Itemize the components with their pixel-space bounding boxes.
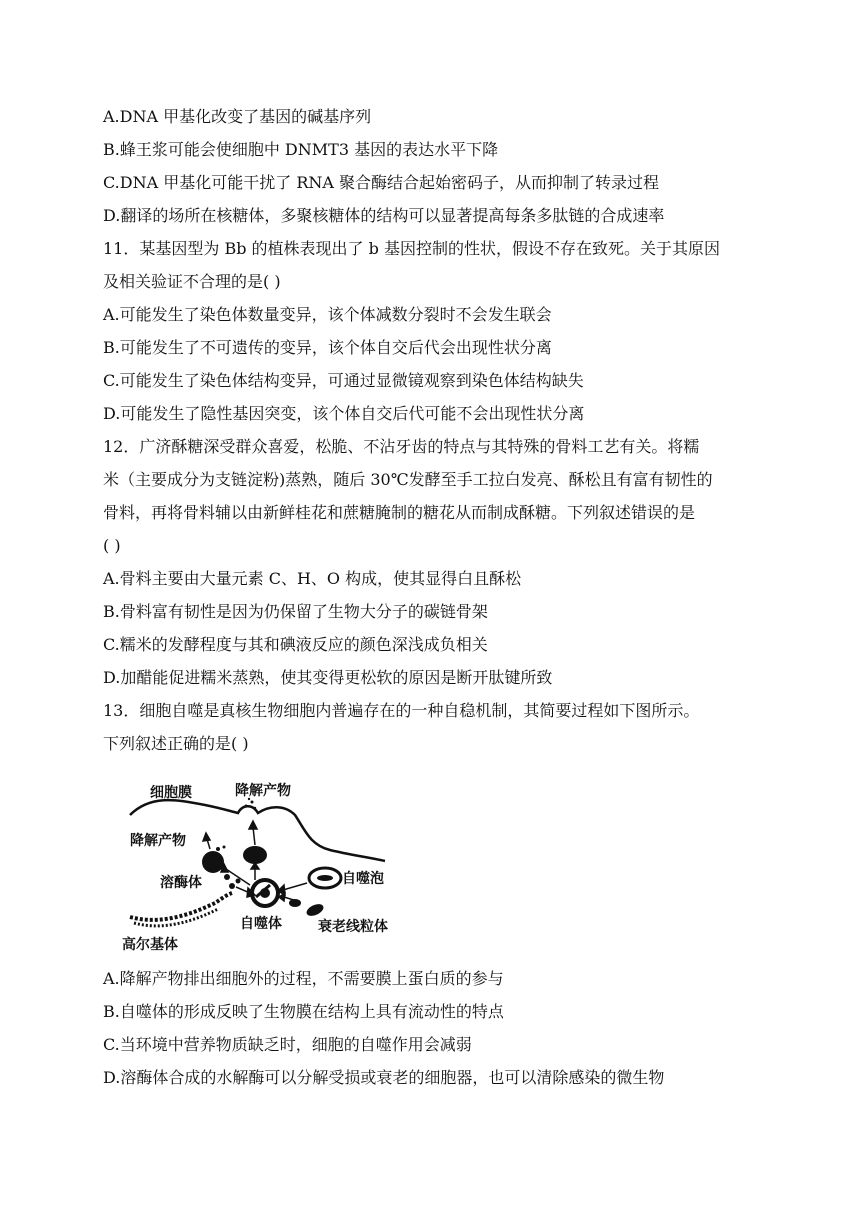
- q12-option-a: A.骨料主要由大量元素 C、H、O 构成，使其显得白且酥松: [103, 569, 522, 588]
- label-lysosome: 溶酶体: [160, 875, 202, 891]
- vesicle-to-membrane: [243, 846, 267, 864]
- q12-option-c: C.糯米的发酵程度与其和碘液反应的颜色深浅成负相关: [103, 635, 488, 654]
- q13-stem-line1: 13．细胞自噬是真核生物细胞内普遍存在的一种自稳机制，其简要过程如下图所示。: [103, 701, 700, 720]
- q11-stem-line1: 11．某基因型为 Bb 的植株表现出了 b 基因控制的性状，假设不存在致死。关于其原因: [103, 239, 720, 258]
- q12-stem-line4: ( ): [103, 536, 121, 555]
- label-mitochondria: 衰老线粒体: [318, 919, 388, 935]
- q13-option-b: B.自噬体的形成反映了生物膜在结构上具有流动性的特点: [103, 1002, 504, 1021]
- label-golgi: 高尔基体: [122, 937, 178, 953]
- q11-stem-line2: 及相关验证不合理的是( ): [103, 272, 281, 291]
- label-membrane: 细胞膜: [150, 785, 192, 801]
- q13-option-a: A.降解产物排出细胞外的过程，不需要膜上蛋白质的参与: [103, 969, 504, 988]
- q13-stem-line2: 下列叙述正确的是( ): [103, 734, 249, 753]
- q13-option-c: C.当环境中营养物质缺乏时，细胞的自噬作用会减弱: [103, 1035, 472, 1054]
- q12-stem-line2: 米（主要成分为支链淀粉)蒸熟，随后 30℃发酵至手工拉白发亮、酥松且有富有韧性的: [103, 470, 713, 489]
- q10-option-a: A.DNA 甲基化改变了基因的碱基序列: [103, 107, 372, 126]
- q12-option-b: B.骨料富有韧性是因为仍保留了生物大分子的碳链骨架: [103, 602, 488, 621]
- q11-option-b: B.可能发生了不可遗传的变异，该个体自交后代会出现性状分离: [103, 338, 552, 357]
- lysosome-large: [202, 851, 224, 873]
- q10-option-d: D.翻译的场所在核糖体，多聚核糖体的结构可以显著提高每条多肽链的合成速率: [103, 206, 665, 225]
- q10-option-c: C.DNA 甲基化可能干扰了 RNA 聚合酶结合起始密码子，从而抑制了转录过程: [103, 173, 660, 192]
- q11-option-c: C.可能发生了染色体结构变异，可通过显微镜观察到染色体结构缺失: [103, 371, 584, 390]
- label-autophagosome: 自噬体: [240, 916, 282, 932]
- autophagy-diagram: [120, 775, 410, 957]
- golgi-apparatus: [130, 893, 232, 920]
- senescent-mitochondrion: [305, 902, 326, 919]
- q11-option-d: D.可能发生了隐性基因突变，该个体自交后代可能不会出现性状分离: [103, 404, 585, 423]
- label-products-top: 降解产物: [235, 783, 291, 799]
- label-products-left: 降解产物: [130, 833, 186, 849]
- label-autophagic-vesicle: 自噬泡: [342, 871, 384, 887]
- q13-option-d: D.溶酶体合成的水解酶可以分解受损或衰老的细胞器，也可以清除感染的微生物: [103, 1068, 665, 1087]
- q10-option-b: B.蜂王浆可能会使细胞中 DNMT3 基因的表达水平下降: [103, 140, 499, 159]
- q11-option-a: A.可能发生了染色体数量变异，该个体减数分裂时不会发生联会: [103, 305, 552, 324]
- q12-option-d: D.加醋能促进糯米蒸熟，使其变得更松软的原因是断开肽键所致: [103, 668, 553, 687]
- q12-stem-line3: 骨料，再将骨料辅以由新鲜桂花和蔗糖腌制的糖花从而制成酥糖。下列叙述错误的是: [103, 503, 696, 522]
- q12-stem-line1: 12．广济酥糖深受群众喜爱，松脆、不沾牙齿的特点与其特殊的骨料工艺有关。将糯: [103, 437, 700, 456]
